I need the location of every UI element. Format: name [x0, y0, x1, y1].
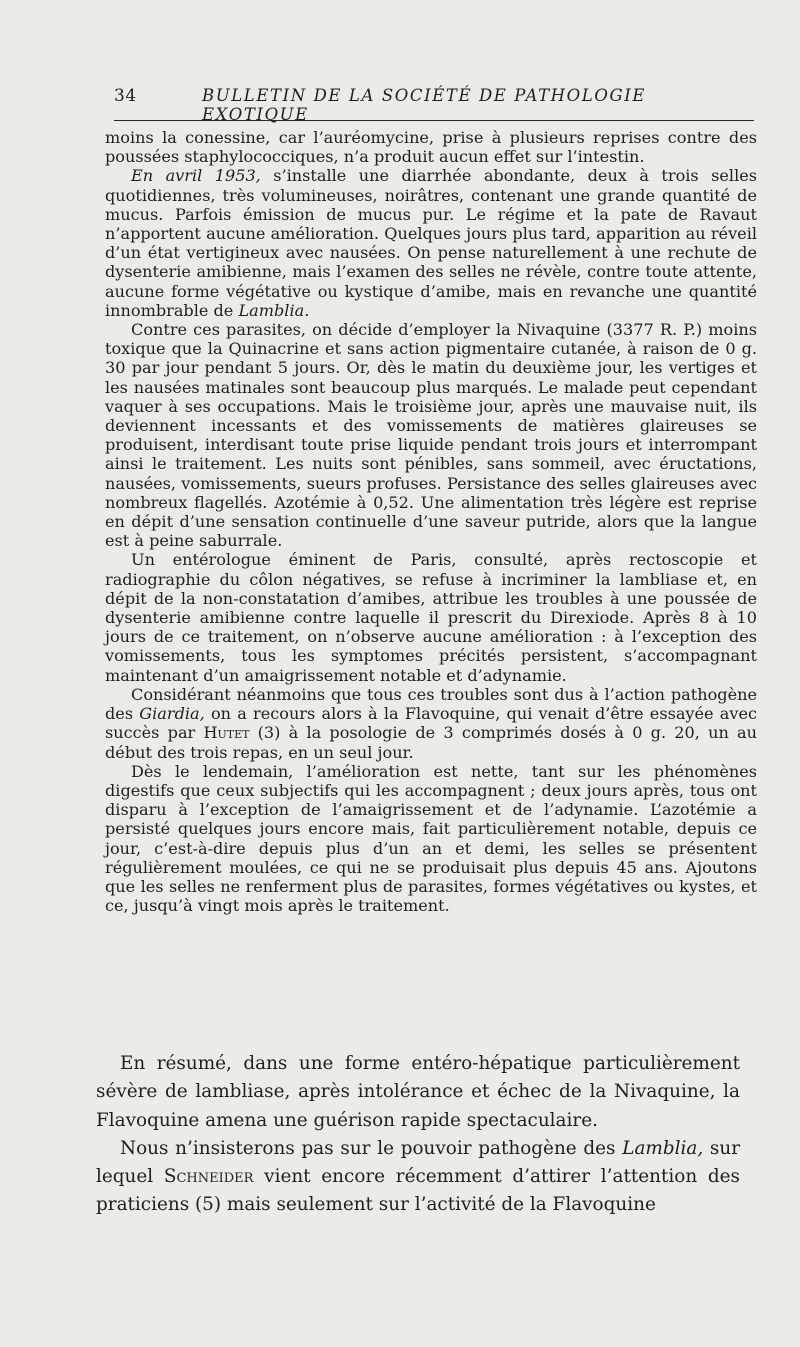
italic-term: Lamblia. [238, 300, 310, 320]
paragraph: Considérant néanmoins que tous ces troubles sont dus à l’action pathogène des Giardia, on a recours alors à la Flavoquine, qui venait d’être essayée avec succès par Hutet (3) à la posologie de 3 comprimés dosés à 0 g. 20, un au début des trois repas, en un seul jour. [105, 684, 758, 762]
page-number: 34 [114, 86, 137, 106]
author-name: Hutet [203, 723, 250, 743]
italic-term: Giardia, [139, 704, 205, 724]
header-rule [114, 120, 754, 121]
paragraph: Un entérologue éminent de Paris, consulté, après rectoscopie et radiographie du côlon négatives, se refuse à incriminer la lambliase et, en dépit de la non-constatation d’amibes, attribue les troubles à une poussée de dysenterie amibienne contre laquelle il prescrit du Direxiode. Après 8 à 10 jours de ce traitement, on n’observe aucune amélioration : à l’exception des vomissements, tous les symptomes précités persistent, s’accompagnant maintenant d’un amaigrissement notable et d’adynamie. [105, 550, 757, 685]
paragraph: Dès le lendemain, l’amélioration est nette, tant sur les phénomènes digestifs que ceux subjectifs qui les accompagnent ; deux jours après, tous ont disparu à l’exception de l’amaigrissement et de l’adynamie. L’azotémie a persisté quelques jours encore mais, fait particulièrement notable, depuis ce jour, c’est-à-dire depuis plus d’un an et demi, les selles se présentent régulièrement moulées, ce qui ne se produisait plus depuis 45 ans. Ajoutons que les selles ne renferment plus de parasites, formes végétatives ou kystes, et ce, jusqu’à vingt mois après le traitement. [105, 761, 757, 916]
paragraph: En résumé, dans une forme entéro-hépatique particulièrement sévère de lambliase, après intolérance et échec de la Nivaquine, la Flavoquine amena une guérison rapide spectaculaire. [96, 1053, 740, 1131]
paragraph: moins la conessine, car l’auréomycine, prise à plusieurs reprises contre des poussées staphylococciques, n’a produit aucun effet sur l’intestin. [105, 128, 757, 167]
italic-date: En avril 1953, [131, 166, 261, 186]
running-title: BULLETIN DE LA SOCIÉTÉ DE PATHOLOGIE EXOTIQUE [202, 86, 647, 124]
paragraph: Contre ces parasites, on décide d’employer la Nivaquine (3377 R. P.) moins toxique que la Quinacrine et sans action pigmentaire cutanée, à raison de 0 g. 30 par jour pendant 5 jours. Or, dès le matin du deuxième jour, les vertiges et les nausées matinales sont beaucoup plus marqués. Le malade peut cependant vaquer à ses occupations. Mais le troisième jour, après une mauvaise nuit, ils deviennent incessants et des vomissements de matières glaireuses se produisent, interdisant toute prise liquide pendant trois jours et interrompant ainsi le traitement. Les nuits sont pénibles, sans sommeil, avec éructations, nausées, vomissements, sueurs profuses. Persistance des selles glaireuses avec nombreux flagellés. Azotémie à 0,52. Une alimentation très légère est reprise en dépit d’une sensation continuelle d’une saveur putride, alors que la langue est à peine saburrale. [105, 320, 757, 551]
paragraph: Nous n’insisterons pas sur le pouvoir pathogène des Lamblia, sur lequel Schneider vient encore récemment d’attirer l’attention des praticiens (5) mais seulement sur l’activité de la Flavoquine [96, 1137, 741, 1216]
paragraph: En avril 1953, s’installe une diarrhée abondante, deux à trois selles quotidiennes, très volumineuses, noirâtres, contenant une grande quantité de mucus. Parfois émission de mucus pur. Le régime et la pate de Ravaut n’apportent aucune amélioration. Quelques jours plus tard, apparition au réveil d’un état vertigineux avec nausées. On pense naturellement à une rechute de dysenterie amibienne, mais l’examen des selles ne révèle, contre toute attente, aucune forme végétative ou kystique d’amibe, mais en revanche une quantité innombrable de Lamblia. [105, 166, 758, 320]
author-name: Schneider [163, 1166, 254, 1188]
page-header [114, 86, 754, 124]
summary-text [96, 1050, 740, 1220]
case-report-text [105, 128, 757, 915]
italic-term: Lamblia, [622, 1137, 704, 1159]
